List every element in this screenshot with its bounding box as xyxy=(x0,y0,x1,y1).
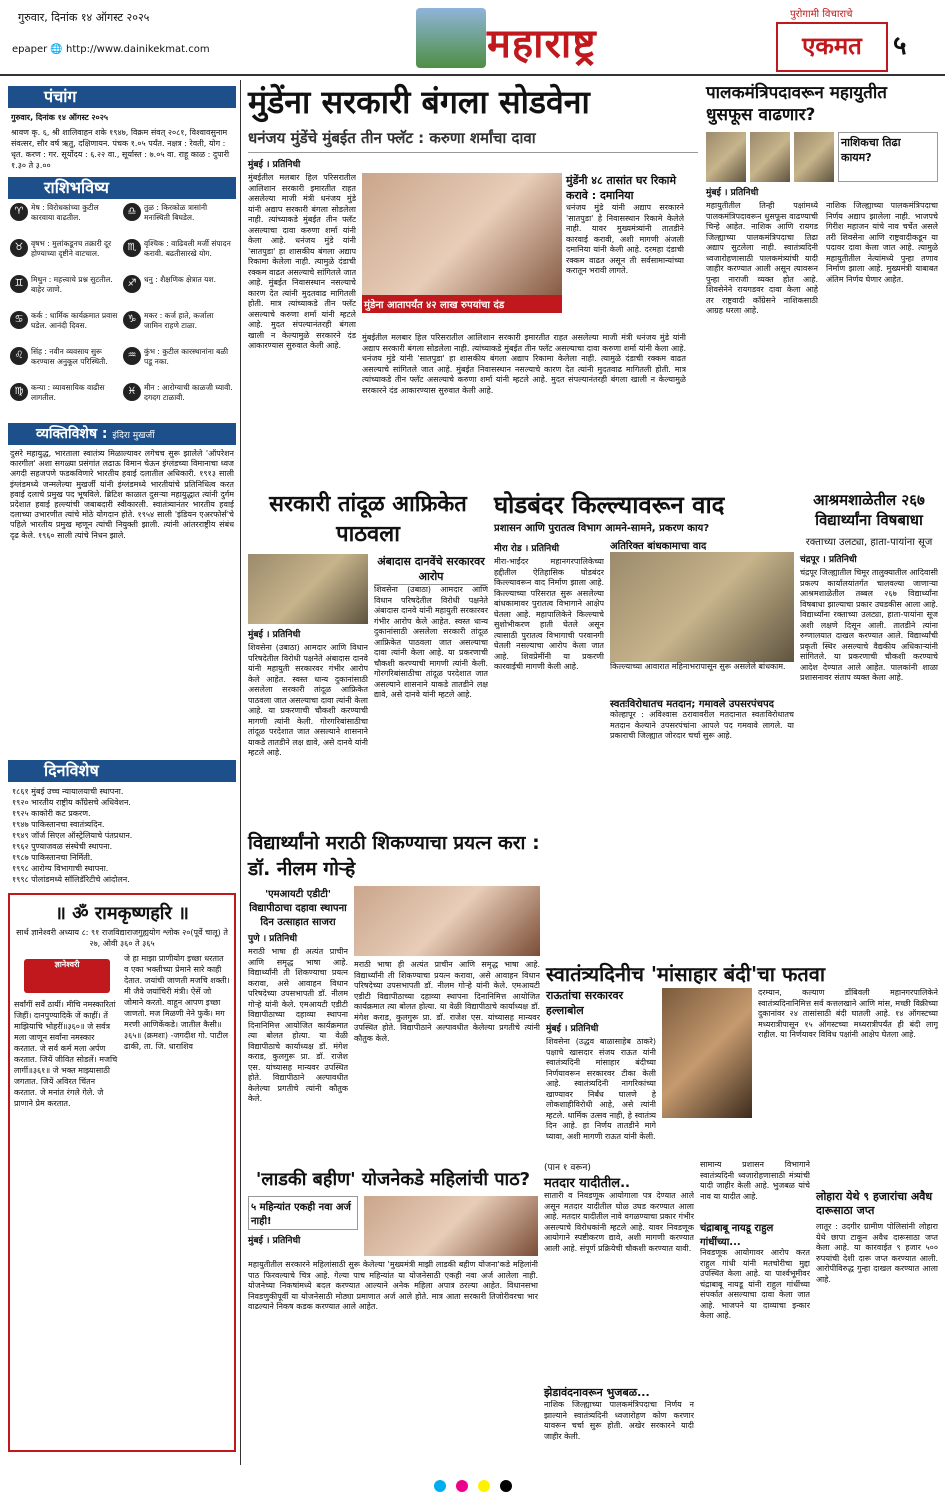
ram-col1-text: सर्वांगीं सर्वें ठायीं। मीचि नमस्कारितां जिहीं। दानपुण्यादिकें जें काहीं। तें माझियाचि भोहरीं॥३६०॥ जे सर्वत्र मला जाणून सर्वांना नमस्कार करतात. जे सर्व कर्म मला अर्पण करतात. जियें जीवित सोडलें। मजचि लागीं॥३६१॥ जे भक्त माझ्यासाठी जगतात. जियें अविरत चिंतन करतात. जे मनांत रंगले गेले. जे प्राणाने प्रेम करतात. xyxy=(14,1000,118,1108)
dinvishesh-title: दिनविशेष xyxy=(8,760,236,782)
rashi-text: मिथुन : महत्त्वाचे प्रश्न सुटतील. बाहेर जाणे. xyxy=(31,275,113,294)
rashi-text: मेष : विरोधकांच्या कुटील कारवाया वाढतील. xyxy=(31,203,99,222)
lead-body-cont: मुंबईतील मलबार हिल परिसरातील आलिशान सरकारी इमारतीत राहत असलेल्या माजी मंत्री धनंजय मुंडे यांनी अद्याप सरकारी बंगला सोडलेला नाही. त्यांच्याकडे मुंबईत तीन फ्लॅट असल्याचा दावा करुणा शर्मा यांनी केला आहे. धनंजय मुंडे यांनी 'सातपुडा' हा शासकीय बंगला अद्याप रिकामा केलेला नाही. त्यामुळे दंडाची रक्कम वाढत असल्याचे सांगितले जात आहे. मुंबईत निवासस्थान नसल्याचे कारण देत त्यांनी मुदतवाढ मागितली होती. मात्र त्यांच्याकडे तीन फ्लॅट असल्याचे करुणा शर्मा यांनी म्हटले आहे. मुदत संपल्यानंतरही बंगला खाली न केल्यामुळे सरकारने दंड आकारण्यास सुरुवात केली आहे. xyxy=(362,333,686,395)
fort-body: मीरा-भाईंदर महानगरपालिकेच्या हद्दीतील ऐतिहासिक घोडबंदर किल्ल्यावरून वाद निर्माण झाला आहे. किल्ल्याच्या परिसरात सुरू असलेल्या बांधकामावर पुरातत्व विभागाने आक्षेप घेतला आहे. महापालिकेने किल्ल्याचे सुशोभीकरण हाती घेतले असून त्यासाठी पुरातत्व विभागाची परवानगी घेतली नसल्याचा आरोप केला जात आहे. शिवप्रेमींनी या प्रकरणी कारवाईची मागणी केली आहे. xyxy=(494,557,604,671)
lead-headline: मुंडेंना सरकारी बंगला सोडवेना xyxy=(248,83,590,121)
zodiac-icon: ♈ xyxy=(10,203,28,221)
marathi-story xyxy=(248,830,540,1160)
rashi-item xyxy=(10,347,121,381)
lead-body: मुंबईतील मलबार हिल परिसरातील आलिशान सरकारी इमारतीत राहत असलेल्या माजी मंत्री धनंजय मुंडे यांनी अद्याप सरकारी बंगला सोडलेला नाही. त्यांच्याकडे मुंबईत तीन फ्लॅट असल्याचा दावा करुणा शर्मा यांनी केला आहे. धनंजय मुंडे यांनी 'सातपुडा' हा शासकीय बंगला अद्याप रिकामा केलेला नाही. त्यामुळे दंडाची रक्कम वाढत असल्याचे सांगितले जात आहे. मुंबईत निवासस्थान नसल्याचे कारण देत त्यांनी मुदतवाढ मागितली होती. मात्र त्यांच्याकडे तीन फ्लॅट असल्याचे करुणा शर्मा यांनी म्हटले आहे. मुदत संपल्यानंतरही बंगला खाली न केल्यामुळे सरकारने दंड आकारण्यास सुरुवात केली आहे. xyxy=(248,173,356,350)
newspaper-logo xyxy=(776,22,888,72)
rice-left xyxy=(248,554,368,825)
lead-layout xyxy=(248,173,698,483)
rashi-text: धनु : शैक्षणिक क्षेत्रात यश. xyxy=(144,275,217,284)
vyakti-subject: इंदिरा मुखर्जी xyxy=(112,431,155,441)
ladki-photo xyxy=(364,1196,538,1256)
palak-columns xyxy=(706,201,938,501)
voter-story xyxy=(544,1160,694,1465)
vyakti-title: व्यक्तिविशेष : xyxy=(36,426,108,442)
masthead-illustration xyxy=(416,8,486,68)
lead-photo xyxy=(362,173,562,313)
marathi-left xyxy=(248,886,348,1140)
fort-photo xyxy=(610,552,794,662)
lead-subheadline: धनंजय मुंडेंचे मुंबईत तीन फ्लॅट : करुणा शर्मांचा दावा xyxy=(248,128,698,153)
rashi-text: कन्या : व्यावसायिक वाढीस लागतील. xyxy=(31,383,105,402)
rashi-text: मीन : आरोग्याची काळजी घ्यावी. दगदग टाळावी. xyxy=(144,383,233,402)
rashi-title: राशिभविष्य xyxy=(8,177,236,199)
rice-headline: सरकारी तांदूळ आफ्रिकेत पाठवला xyxy=(269,492,467,547)
lead-photo-row xyxy=(362,173,686,327)
zodiac-icon: ♋ xyxy=(10,311,28,329)
rashi-text: तुळ : किरकोळ त्रासांनी मनःस्थिती बिघडेल. xyxy=(144,203,208,222)
meat-side-body: दरम्यान, कल्याण डोंबिवली महानगरपालिकेने स्वातंत्र्यदिनानिमित्त सर्व कत्तलखाने आणि मांस, मच्छी विक्रीच्या दुकानांवर २४ तासांसाठी बंदी घातली आहे. १४ ऑगस्टच्या मध्यरात्रीपासून १५ ऑगस्टच्या मध्यरात्रीपर्यंत ही बंदी लागू राहील. या निर्णयावर विविध पक्षांनी आक्षेप घेतला आहे. xyxy=(758,988,938,1039)
palak-story xyxy=(706,82,938,482)
chandrababu-intro: सामान्य प्रशासन विभागाने स्वातंत्र्यदिनी ध्वजारोहणासाठी मंत्र्यांची यादी जाहीर केली आहे. भुजबळ यांचे नाव या यादीत आहे. xyxy=(700,1160,810,1201)
yellow-dot xyxy=(478,1480,490,1492)
vyakti-body: दुसरे महायुद्ध, भारताला स्वातंत्र्य मिळाल्यावर लगेचच सुरू झालेले 'ऑपरेशन कारगील' अशा सगळ्या प्रसंगांत लढाऊ विमान चेऊन इंग्लंडच्या विमानाचा ध्वज अगदी सहजपणे फडकविणारे भारतीय हवाई दलातील अधिकारी. १९१३ साली इंग्लंडमध्ये जन्मलेल्या मुखर्जी यांनी इंग्लंडमध्ये भारतीयांचे प्रतिनिधित्व करत हवाई दलाचे प्रमुख पद भूषविले. ब्रिटिश काळात दुसऱ्या महायुद्धात त्यांनी दुर्गम प्रदेशात हवाई हल्ल्यांची जबाबदारी स्वीकारली. स्वातंत्र्यानंतर भारतीय हवाई दलाच्या उभारणीत त्यांचे मोठे योगदान होते. १९५४ साली 'इंडियन एअरफोर्स'चे पहिले भारतीय प्रमुख म्हणून त्यांची नियुक्ती झाली. त्यांनी आंतरराष्ट्रीय संबंध दृढ केले. १९६० साली त्यांचे निधन झाले. xyxy=(10,449,234,540)
left-column xyxy=(8,80,236,1470)
ladki-headline: 'लाडकी बहीण' योजनेकडे महिलांची पाठ? xyxy=(255,1169,531,1190)
latur-body: लातूर : उदगीर ग्रामीण पोलिसांनी लोहारा येथे छापा टाकून अवैध दारूसाठा जप्त केला आहे. या कारवाईत ९ हजार ५०० रुपयांची देशी दारू जप्त करण्यात आली. आरोपीविरुद्ध गुन्हा दाखल करण्यात आला आहे. xyxy=(816,1222,938,1284)
meat-left xyxy=(546,988,656,1147)
rashi-item xyxy=(10,383,121,417)
marathi-body-cont: मराठी भाषा ही अत्यंत प्राचीन आणि समृद्ध भाषा आहे. विद्यार्थ्यांनी ती शिकण्याचा प्रयत्न करावा, असे आवाहन विधान परिषदेच्या उपसभापती डॉ. नीलम गोऱ्हे यांनी केले. एमआयटी एडीटी विद्यापीठाच्या दहाव्या स्थापना दिनानिमित्त आयोजित कार्यक्रमात त्या बोलत होत्या. या वेळी विद्यापीठाचे कार्याध्यक्ष डॉ. मंगेश कराड, कुलगुरू प्रा. डॉ. राजेश एस. यांच्यासह मान्यवर उपस्थित होते. विद्यापीठाने अल्पावधीत केलेल्या प्रगतीचे त्यांनी कौतुक केले. xyxy=(354,960,540,1043)
dinvishesh-item: १८६१ मुंबई उच्च न्यायालयाची स्थापना. xyxy=(12,787,124,796)
danve-title: अंबादास दानवेंचे सरकारवर आरोप xyxy=(374,554,488,585)
lead-right xyxy=(362,173,686,483)
palak-byline: मुंबई । प्रतिनिधी xyxy=(706,188,759,198)
ashram-byline: चंद्रपूर । प्रतिनिधी xyxy=(800,555,857,565)
dinvishesh-item: १९६२ पुण्याजवळ संस्थेची स्थापना. xyxy=(12,842,113,851)
dinvishesh-item: १९२० भारतीय राष्ट्रीय काँग्रेसचे अधिवेशन. xyxy=(12,798,131,807)
masthead-date: गुरुवार, दिनांक १४ ऑगस्ट २०२५ xyxy=(18,11,150,24)
marathi-layout xyxy=(248,886,540,1140)
meat-headline: स्वातंत्र्यदिनीच 'मांसाहार बंदी'चा फतवा xyxy=(546,962,826,986)
column-divider xyxy=(240,80,241,1465)
palak-photo-3 xyxy=(794,132,834,182)
rashi-text: सिंह : नवीन व्यवसाय सुरू करण्यास अनुकूल परिस्थिती. xyxy=(31,347,108,366)
dinvishesh-item: १९९८ आरोग्य विभागाची स्थापना. xyxy=(12,864,109,873)
latur-story xyxy=(816,1190,938,1465)
lead-story xyxy=(248,82,698,482)
dinvishesh-item: १९८७ पाकिस्तानचा निर्मिती. xyxy=(12,853,93,862)
bhujbal-body: नाशिक जिल्ह्याच्या पालकमंत्रिपदाचा निर्णय न झाल्याने स्वातंत्र्यदिनी ध्वजारोहण कोण करणार यावरून चर्चा सुरू होती. अखेर सरकारने यादी जाहीर केली. xyxy=(544,1400,694,1441)
mit-title: 'एमआयटी एडीटी' विद्यापीठाचा दहावा स्थापना दिन उत्साहात साजरा xyxy=(249,889,347,928)
logo-tagline: पुरोगामी विचाराचे xyxy=(790,9,853,20)
raut-photo xyxy=(662,988,752,1118)
print-registration-bar xyxy=(0,1470,945,1501)
damania-box xyxy=(566,173,684,327)
palak-photo-2 xyxy=(750,132,790,182)
voter-headline: मतदार यादीतील.. xyxy=(544,1176,630,1191)
magenta-dot xyxy=(456,1480,468,1492)
nashik-body: नाशिक जिल्ह्याच्या पालकमंत्रिपदाचा निर्णय अद्याप झालेला नाही. भाजपचे गिरीश महाजन यांचे नाव चर्चेत असले तरी शिवसेना आणि राष्ट्रवादीकडून या पदावर दावा केला जात आहे. त्यामुळे महायुतीतील नेत्यांमध्ये पुन्हा तणाव निर्माण झाला आहे. मुख्यमंत्री याबाबत अंतिम निर्णय घेणार आहेत. xyxy=(826,201,938,284)
ashram-body: चंद्रपूर जिल्ह्यातील चिमूर तालुक्यातील आदिवासी प्रकल्प कार्यालयांतर्गत चालवल्या जाणाऱ्या आश्रमशाळेतील तब्बल २६७ विद्यार्थ्यांना विषबाधा झाल्याचा प्रकार उघडकीस आला आहे. विद्यार्थ्यांना रक्ताच्या उलट्या, हाता-पायांना सूज अशी लक्षणे दिसून आली. तातडीने त्यांना रुग्णालयात दाखल करण्यात आले. विद्यार्थ्यांची प्रकृती स्थिर असल्याचे वैद्यकीय अधिकाऱ्यांनी सांगितले. या प्रकरणाची चौकशी करण्याचे आदेश देण्यात आले आहेत. पालकांनी शाळा प्रशासनावर संताप व्यक्त केला आहे. xyxy=(800,568,938,682)
dnyaneshwari-logo: ज्ञानेश्वरी xyxy=(24,959,110,993)
black-dot xyxy=(500,1480,512,1492)
fort-headline: घोडबंदर किल्ल्यावरून वाद xyxy=(494,491,725,519)
meat-byline: मुंबई । प्रतिनिधी xyxy=(546,1024,599,1034)
zodiac-icon: ♊ xyxy=(10,275,28,293)
zodiac-icon: ♑ xyxy=(123,311,141,329)
ladki-layout xyxy=(248,1196,538,1256)
meat-layout xyxy=(546,988,938,1147)
rashi-text: कुंभ : कुटील कारस्थानांना बळी पडू नका. xyxy=(144,347,229,366)
rashi-item xyxy=(123,347,234,381)
damania-body: धनंजय मुंडे यांनी अद्याप सरकारने 'सातपुडा' हे निवासस्थान रिकामे केलेले नाही. यावर मुख्यमंत्र्यांनी तातडीने कारवाई करावी, अशी मागणी अंजली दमानिया यांनी केली आहे. दरमहा दंडाची रक्कम वाढत असून ती सर्वसामान्यांच्या करातून भरावी लागते. xyxy=(566,203,684,275)
latur-headline: लोहारा येथे ९ हजारांचा अवैध दारूसाठा जप्त xyxy=(816,1190,933,1217)
marathi-headline: विद्यार्थ्यांनो मराठी शिकण्याचा प्रयत्न करा : डॉ. नीलम गोऱ्हे xyxy=(248,832,540,880)
fort-subheadline: प्रशासन आणि पुरातत्व विभाग आमने-सामने, प्रकरण काय? xyxy=(494,523,710,534)
marathi-body: मराठी भाषा ही अत्यंत प्राचीन आणि समृद्ध भाषा आहे. विद्यार्थ्यांनी ती शिकण्याचा प्रयत्न करावा, असे आवाहन विधान परिषदेच्या उपसभापती डॉ. नीलम गोऱ्हे यांनी केले. एमआयटी एडीटी विद्यापीठाच्या दहाव्या स्थापना दिनानिमित्त आयोजित कार्यक्रमात त्या बोलत होत्या. या वेळी विद्यापीठाचे कार्याध्यक्ष डॉ. मंगेश कराड, कुलगुरू प्रा. डॉ. राजेश एस. यांच्यासह मान्यवर उपस्थित होते. विद्यापीठाने अल्पावधीत केलेल्या प्रगतीचे त्यांनी कौतुक केले. xyxy=(248,947,348,1103)
fort-photo-caption: अतिरिक्त बांधकामाचा वाद xyxy=(610,541,707,552)
cyan-dot xyxy=(434,1480,446,1492)
palak-headline: पालकमंत्रिपदावरून महायुतीत धुसफूस वाढणार? xyxy=(706,83,887,125)
ashram-sub: रक्ताच्या उलट्या, हाता-पायांना सूज xyxy=(805,537,933,548)
rashi-item xyxy=(10,239,121,273)
meat-story xyxy=(546,960,938,1150)
chandrababu-headline: चंद्राबाबू नायडू राहुल गांधींच्या... xyxy=(700,1223,774,1248)
gorhe-photo xyxy=(354,886,540,956)
chandrababu-body: निवडणूक आयोगावर आरोप करत राहुल गांधी यांनी मतचोरीचा मुद्दा उपस्थित केला आहे. या पार्श्वभूमीवर चंद्राबाबू नायडू यांनी राहुल गांधींच्या संपर्कात असल्याचा दावा केला जात आहे. भाजपने या दाव्याचा इन्कार केला आहे. xyxy=(700,1248,810,1320)
lead-photo-caption: मुंडेना आतापर्यंत ४२ लाख रुपयांचा दंड xyxy=(362,295,562,313)
dinvishesh-item: १९४९ जॉर्ज सिएल ऑस्ट्रेलियाचे पंतप्रधान. xyxy=(12,831,133,840)
rashi-item xyxy=(10,275,121,309)
rice-body-cont: शिवसेना (उबाठा) आमदार आणि विधान परिषदेतील विरोधी पक्षनेते अंबादास दानवे यांनी महायुती सरकारवर गंभीर आरोप केले आहेत. स्वस्त धान्य दुकानांसाठी असलेला सरकारी तांदूळ आफ्रिकेत पाठवला जात असल्याचा दावा त्यांनी केला आहे. या प्रकरणाची चौकशी करण्याची मागणी त्यांनी केली. गोरगरिबांसाठीचा तांदूळ परदेशात जात असल्याने शासनाने याकडे तातडीने लक्ष द्यावे, असे दानवे यांनी म्हटले आहे. xyxy=(374,585,488,699)
ram-col2-text: जे हा माझा प्राणीयोग इच्छा धरतात व एका भक्तीच्या प्रेमाने सारे काही देतात. जयांची जाणती मजचि शक्ती। मी जैवे जयांचिरी मंत्री। ऐसें जो जोमाने करतो. वाहून आपण इच्छा जाणतो. मज मिळणी नेने फुकें। मग मरणी आणिकेंकडे। जातील कैसी॥३६५॥ (क्रमशः) -जगदीश गो. पाटील ढाकी, ता. जि. धाराशिव xyxy=(124,954,230,1051)
zodiac-icon: ♏ xyxy=(123,239,141,257)
rashi-grid xyxy=(10,203,234,417)
rice-right xyxy=(374,554,488,825)
palak-photo-1 xyxy=(706,132,746,182)
ram-columns xyxy=(14,953,230,1109)
marathi-right xyxy=(354,886,540,1140)
epaper-link[interactable]: epaper 🌐 http://www.dainikekmat.com xyxy=(12,44,210,55)
fort-byline: मीरा रोड । प्रतिनिधी xyxy=(494,544,560,554)
zodiac-icon: ♐ xyxy=(123,275,141,293)
vyakti-header xyxy=(8,423,236,445)
rashi-item xyxy=(123,203,234,237)
ladki-story xyxy=(248,1168,538,1468)
rashi-item xyxy=(123,311,234,345)
rashi-item xyxy=(123,383,234,417)
nashik-box xyxy=(838,132,938,182)
zodiac-icon: ♉ xyxy=(10,239,28,257)
zodiac-icon: ♓ xyxy=(123,383,141,401)
page-number: ५ xyxy=(893,31,907,61)
masthead xyxy=(0,0,945,76)
ladki-body: महायुतीतील सरकारने महिलांसाठी सुरू केलेल्या 'मुख्यमंत्री माझी लाडकी बहीण योजना'कडे महिलांनी पाठ फिरवल्याचे चित्र आहे. गेल्या पाच महिन्यांत या योजनेसाठी एकही नवा अर्ज आलेला नाही. योजनेच्या निकषांमध्ये बदल करण्यात आल्याने अनेक महिला अपात्र ठरल्या आहेत. विधानसभा निवडणुकीपूर्वी या योजनेसाठी मोठ्या प्रमाणात अर्ज आले होते. मात्र आता सरकारी तिजोरीवरचा भार वाढल्याने निकष कडक करण्यात आले आहेत. xyxy=(248,1260,538,1311)
rice-byline: मुंबई । प्रतिनिधी xyxy=(248,630,301,640)
ashram-story xyxy=(800,490,938,960)
rashi-text: मकर : कर्ज हाते, कर्जाला जामिन राहणे टाळा. xyxy=(144,311,214,330)
section-title: महाराष्ट्र xyxy=(487,21,597,67)
ladki-left xyxy=(248,1196,358,1256)
nashik-title: नाशिकचा तिढा कायम? xyxy=(841,136,901,164)
ladki-side-title: ५ महिन्यांत एकही नवा अर्ज नाही! xyxy=(248,1196,358,1230)
rice-body: शिवसेना (उबाठा) आमदार आणि विधान परिषदेतील विरोधी पक्षनेते अंबादास दानवे यांनी महायुती सरकारवर गंभीर आरोप केले आहेत. स्वस्त धान्य दुकानांसाठी असलेला सरकारी तांदूळ आफ्रिकेत पाठवला जात असल्याचा दावा त्यांनी केला आहे. या प्रकरणाची चौकशी करण्याची मागणी त्यांनी केली. गोरगरिबांसाठीचा तांदूळ परदेशात जात असल्याने शासनाने याकडे तातडीने लक्ष द्यावे, असे दानवे यांनी म्हटले आहे. xyxy=(248,643,368,757)
ram-col-1 xyxy=(14,953,120,1109)
voter-body: सातारी व निवडणूक आयोगाला पत्र देण्यात आले असून मतदार यादीतील घोळ उघड करण्यात आला आहे. मतदार यादीतील नावे वगळण्याचा प्रकार गंभीर असल्याचे विरोधकांनी म्हटले आहे. यावर निवडणूक आयोगाने स्पष्टीकरण द्यावे, अशी मागणी करण्यात आली आहे. संपूर्ण प्रक्रियेची चौकशी करण्यात यावी. xyxy=(544,1191,694,1253)
fort-story xyxy=(494,490,794,820)
rashi-item xyxy=(123,239,234,273)
fort-caption-2: किल्ल्याच्या आवारात महिनाभरापासून सुरू असलेले बांधकाम. xyxy=(610,662,786,671)
dinvishesh-item: १९४७ पाकिस्तानचा स्वातंत्र्यदिन. xyxy=(12,820,105,829)
rashi-text: वृश्चिक : वाढिवली मर्जी संपादन करावी. बढतीसारखे योग. xyxy=(144,239,231,258)
dinvishesh-item: १९९८ पोलांडमध्ये सॉलिडॅरिटीचे आंदोलन. xyxy=(12,875,130,884)
rashi-item xyxy=(10,311,121,345)
bhujbal-title: झेडावंदनावरून भुजबळ... xyxy=(544,1386,650,1399)
ladki-byline: मुंबई । प्रतिनिधी xyxy=(248,1236,301,1246)
voter-prefix: (पान १ वरून) xyxy=(544,1163,591,1173)
rashi-text: कर्क : धार्मिक कार्यक्रमात प्रवास घडेल. आनंदी दिवस. xyxy=(31,311,118,330)
palak-body: महायुतीतील तिन्ही पक्षांमध्ये पालकमंत्रिपदावरून धुसफूस वाढण्याची चिन्हे आहेत. नाशिक आणि रायगड जिल्ह्याच्या पालकमंत्रिपदाचा तिढा अद्याप सुटलेला नाही. स्वातंत्र्यदिनी ध्वजारोहणासाठी पालकमंत्र्यांची यादी जाहीर करण्यात आली असून त्यावरून पुन्हा नाराजी व्यक्त होत आहे. शिवसेनेने रायगडवर दावा केला आहे तर राष्ट्रवादी काँग्रेसने नाशिकसाठी आग्रह धरला आहे. xyxy=(706,201,818,315)
marathi-byline: पुणे । प्रतिनिधी xyxy=(248,934,298,944)
raut-title: राऊतांचा सरकारवर हल्लाबोल xyxy=(546,989,624,1017)
damania-title: मुंडेंनी ४८ तासांत घर रिकामे करावे : दमानिया xyxy=(566,174,677,202)
fort-left xyxy=(494,538,604,807)
panchang-title: पंचांग xyxy=(8,86,236,108)
dinvishesh-list xyxy=(12,786,232,885)
fort-layout xyxy=(494,538,794,807)
upsarpanch-title: स्वतःविरोधातच मतदान; गमावले उपसरपंचपद xyxy=(610,699,774,710)
logo-text: एकमत xyxy=(802,32,862,60)
palak-photos xyxy=(706,132,938,182)
ram-subtitle: सार्थ ज्ञानेश्वरी अध्याय ८: ९१ राजविद्याराजगुह्ययोग श्लोक २०(पूर्वे चालू) ते २७, ओवी ३६० ते ३६५ xyxy=(16,928,228,948)
rashi-item xyxy=(10,203,121,237)
upsarpanch-body: कोल्हापूर : अविश्वास ठरावावरील मतदानात स्वतःविरोधातच मतदान केल्याने उपसरपंचांना आपले पद गमवावे लागले. या प्रकाराची जिल्ह्यात जोरदार चर्चा सुरू आहे. xyxy=(610,710,794,740)
rashi-item xyxy=(123,275,234,309)
ashram-headline: आश्रमशाळेतील २६७ विद्यार्थ्यांना विषबाधा xyxy=(813,491,925,529)
ram-title: ॥ ॐ रामकृष्णहरि ॥ xyxy=(55,903,189,924)
rice-layout xyxy=(248,554,488,825)
panchang-date: गुरुवार, दिनांक १४ ऑगस्ट २०२५ xyxy=(11,113,109,122)
zodiac-icon: ♌ xyxy=(10,347,28,365)
lead-byline: मुंबई । प्रतिनिधी xyxy=(248,160,301,170)
meat-body: शिवसेना (उद्धव बाळासाहेब ठाकरे) पक्षाचे खासदार संजय राऊत यांनी स्वातंत्र्यदिनी मांसाहार बंदीच्या निर्णयावरून सरकारवर टीका केली आहे. स्वातंत्र्यदिनी नागरिकांच्या खाण्यावर निर्बंध घालणे हे लोकशाहीविरोधी आहे, असे त्यांनी म्हटले. धार्मिक उत्सव नाही, हे स्वातंत्र्य दिन आहे. हा निर्णय तातडीने मागे घ्यावा, अशी मागणी राऊत यांनी केली. xyxy=(546,1037,656,1141)
chandrababu-story xyxy=(700,1160,810,1465)
zodiac-icon: ♍ xyxy=(10,383,28,401)
zodiac-icon: ♎ xyxy=(123,203,141,221)
dinvishesh-item: १९२५ काकोरी कट प्रकरण. xyxy=(12,809,91,818)
fort-right xyxy=(610,538,794,807)
rice-photo xyxy=(248,554,368,624)
panchang-body: श्रावण कृ. ६, श्री शालिवाहन शके १९४७, विक्रम संवत् २०८१, विश्वावसुनाम संवत्सर, सौर वर्ष ऋतु, दक्षिणायन. पंचक १.०५ पर्यंत. नक्षत्र : रेवती, योग : धृत. करण : गर. सूर्योदय : ६.२२ वा., सूर्यास्त : ७.०५ वा. राहू काळ : दुपारी १.३० ते ३.०० xyxy=(11,128,230,170)
rashi-text: वृषभ : मुलांकडूनच तक्रारी दूर होण्याच्या दृष्टीने वाटचाल. xyxy=(31,239,112,258)
ramkrishnahari-box xyxy=(8,893,236,1452)
zodiac-icon: ♒ xyxy=(123,347,141,365)
rice-story xyxy=(248,490,488,820)
